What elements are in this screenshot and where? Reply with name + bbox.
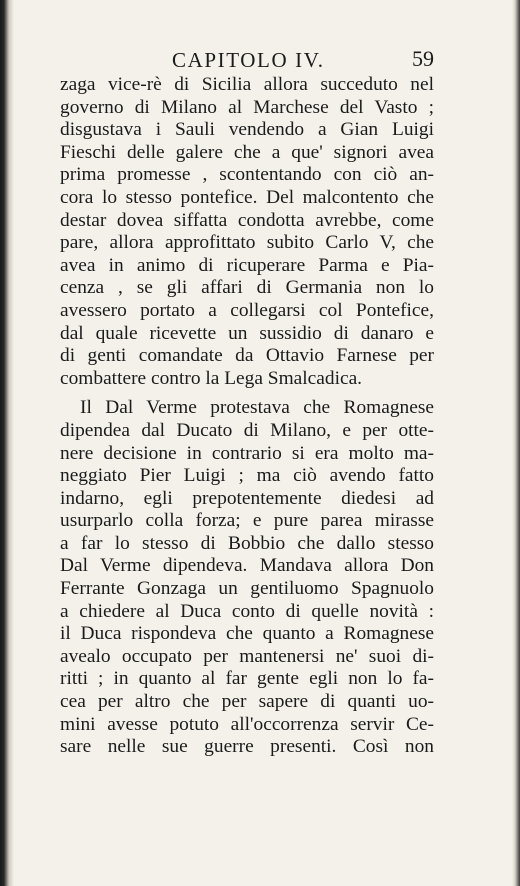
text-line: dipendea dal Ducato di Milano, e per otte- bbox=[60, 419, 434, 441]
text-line: Dal Verme dipendeva. Mandava allora Don bbox=[60, 555, 434, 577]
text-line: disgustava i Sauli vendendo a Gian Luigi bbox=[60, 119, 434, 141]
text-line: mini avesse potuto all'occorrenza servir Ce- bbox=[60, 713, 434, 735]
text-line: neggiato Pier Luigi ; ma ciò avendo fatto bbox=[60, 465, 434, 487]
page-edge-shadow bbox=[512, 0, 520, 886]
text-line: destar dovea siffatta condotta avrebbe, come bbox=[60, 209, 434, 231]
text-line: a chiedere al Duca conto di quelle novità : bbox=[60, 600, 434, 622]
text-line: combattere contro la Lega Smalcadica. bbox=[60, 367, 363, 389]
text-line: avessero portato a collegarsi col Pontefice, bbox=[60, 299, 434, 321]
text-line: cea per altro che per sapere di quanti uo- bbox=[60, 691, 434, 713]
text-line: avealo occupato per mantenersi ne' suoi di- bbox=[60, 645, 434, 667]
text-line: zaga vice-rè di Sicilia allora succeduto nel bbox=[60, 74, 434, 95]
paragraph-2 bbox=[60, 397, 434, 759]
text-line: cora lo stesso pontefice. Del malcontento che bbox=[60, 186, 434, 208]
page-binding-shadow bbox=[0, 0, 14, 886]
text-line: usurparlo colla forza; e pure parea mirasse bbox=[60, 510, 434, 532]
text-line: sare nelle sue guerre presenti. Così non bbox=[60, 736, 434, 758]
page-header bbox=[60, 44, 434, 78]
page-number: 59 bbox=[412, 46, 434, 71]
paragraph-1 bbox=[60, 74, 434, 390]
text-line: cenza , se gli affari di Germania non lo bbox=[60, 277, 434, 299]
text-line: di genti comandate da Ottavio Farnese per bbox=[60, 345, 434, 367]
running-title: CAPITOLO IV. bbox=[172, 48, 325, 72]
text-line: a far lo stesso di Bobbio che dallo stesso bbox=[60, 532, 434, 554]
text-line: dal quale ricevette un sussidio di danaro e bbox=[60, 322, 434, 344]
text-line: il Duca rispondeva che quanto a Romagnese bbox=[60, 623, 434, 645]
paragraph-gap bbox=[60, 390, 434, 397]
text-line: governo di Milano al Marchese del Vasto ; bbox=[60, 96, 434, 118]
text-line: Ferrante Gonzaga un gentiluomo Spagnuolo bbox=[60, 578, 434, 600]
body-text bbox=[60, 74, 434, 759]
text-line: ritti ; in quanto al far gente egli non lo fa- bbox=[60, 668, 434, 690]
text-line: indarno, egli prepotentemente diedesi ad bbox=[60, 487, 434, 509]
text-line: pare, allora approfittato subito Carlo V, che bbox=[60, 232, 434, 254]
text-line: prima promesse , scontentando con ciò an- bbox=[60, 164, 434, 186]
text-line: Fieschi delle galere che a que' signori avea bbox=[60, 141, 434, 163]
text-line: Il Dal Verme protestava che Romagnese bbox=[80, 397, 434, 419]
text-line: avea in animo di ricuperare Parma e Pia- bbox=[60, 254, 434, 276]
text-line: nere decisione in contrario si era molto ma- bbox=[60, 442, 434, 464]
